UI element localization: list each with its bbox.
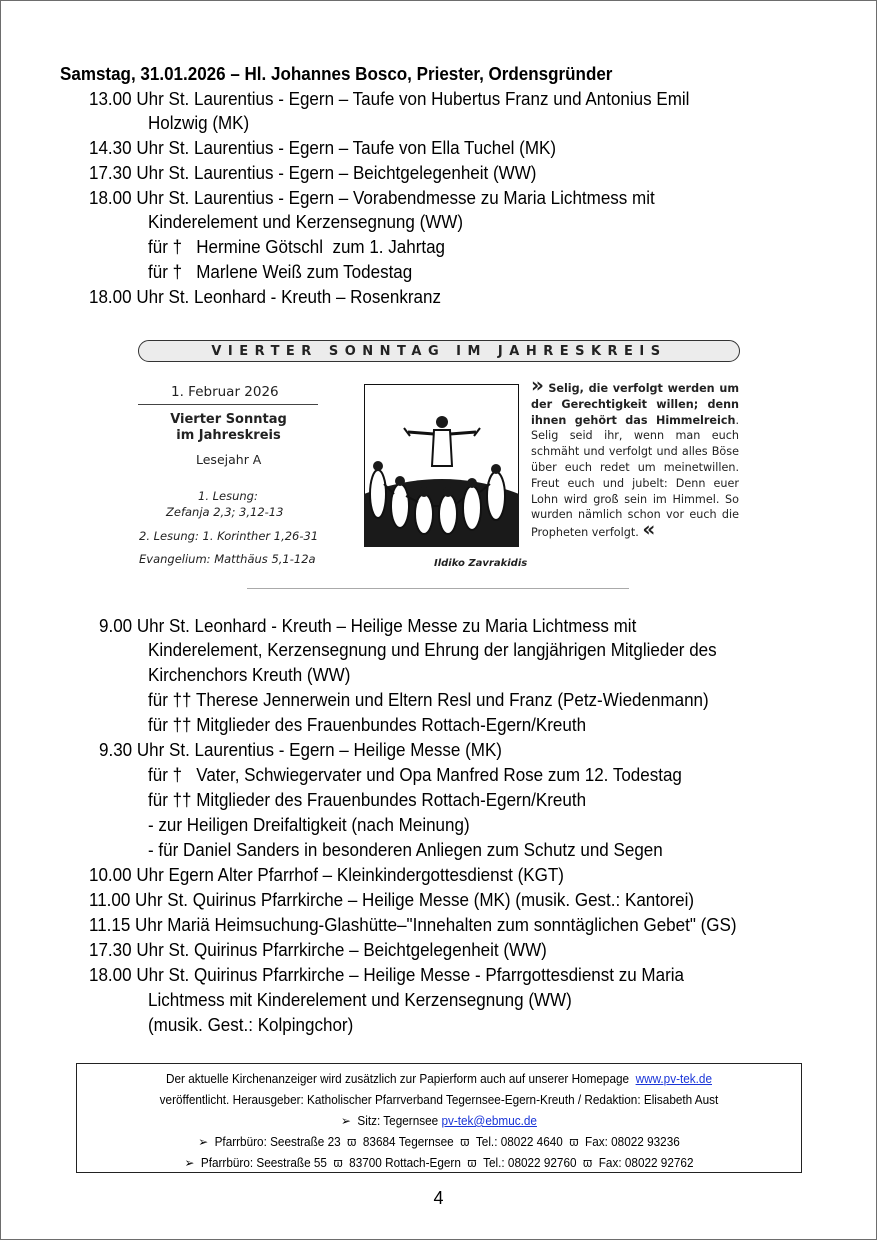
intention-line: für † Vater, Schwiegervater und Opa Manfred Rose zum 12. Todestag bbox=[148, 764, 682, 785]
homepage-link[interactable]: www.pv-tek.de bbox=[635, 1072, 712, 1086]
intention-line: für † Marlene Weiß zum Todestag bbox=[148, 261, 413, 282]
schedule-line: 18.00 Uhr St. Leonhard - Kreuth – Rosenkranz bbox=[89, 286, 441, 307]
banner-title: VIERTER SONNTAG IM JAHRESKREIS bbox=[211, 343, 667, 359]
card-sunday-title: Vierter Sonntag im Jahreskreis bbox=[170, 412, 287, 443]
schedule-line: Kirchenchors Kreuth (WW) bbox=[148, 664, 351, 685]
schedule-line: 18.00 Uhr St. Quirinus Pfarrkirche – Heilige Messe - Pfarrgottesdienst zu Maria bbox=[89, 964, 684, 985]
quote-rest: . Selig seid ihr, wenn man euch schmäht und verfolgt und alles Böse über euch redet um meinetwillen. Freut euch und jubelt: Denn euer Lohn wird groß sein im Himmel. So wurden nämlich schon vor euch die Propheten verfolgt. bbox=[531, 413, 739, 540]
schedule-line: Kinderelement und Kerzensegnung (WW) bbox=[148, 211, 464, 232]
card-divider bbox=[138, 404, 318, 405]
intention-line: für †† Mitglieder des Frauenbundes Rottach-Egern/Kreuth bbox=[148, 714, 587, 735]
schedule-line: 17.30 Uhr St. Quirinus Pfarrkirche – Beichtgelegenheit (WW) bbox=[89, 939, 547, 960]
quote-open-mark: » bbox=[531, 373, 544, 397]
schedule-line: (musik. Gest.: Kolpingchor) bbox=[148, 1014, 354, 1035]
saturday-heading: Samstag, 31.01.2026 – Hl. Johannes Bosco, Priester, Ordensgründer bbox=[60, 63, 613, 84]
schedule-line: 11.15 Uhr Mariä Heimsuchung-Glashütte–"Innehalten zum sonntäglichen Gebet" (GS) bbox=[89, 914, 737, 935]
quote-close-mark: « bbox=[642, 517, 656, 542]
card-date: 1. Februar 2026 bbox=[171, 384, 279, 400]
intention-line: - zur Heiligen Dreifaltigkeit (nach Meinung) bbox=[148, 814, 470, 835]
schedule-line: 10.00 Uhr Egern Alter Pfarrhof – Kleinkindergottesdienst (KGT) bbox=[89, 864, 564, 885]
email-link[interactable]: pv-tek@ebmuc.de bbox=[441, 1114, 537, 1128]
footer-seat-text: ➢ Sitz: Tegernsee bbox=[341, 1114, 442, 1128]
intention-line: - für Daniel Sanders in besonderen Anliegen zum Schutz und Segen bbox=[148, 839, 663, 860]
footer-line-1 bbox=[99, 1069, 780, 1090]
sunday-banner bbox=[138, 340, 740, 362]
footer-line-2: veröffentlicht. Herausgeber: Katholischer Pfarrverband Tegernsee-Egern-Kreuth / Redaktion: Elisabeth Aust bbox=[159, 1093, 719, 1107]
footer-line-3 bbox=[99, 1111, 780, 1132]
gospel-ref: Evangelium: Matthäus 5,1-12a bbox=[139, 552, 316, 566]
schedule-line: 14.30 Uhr St. Laurentius - Egern – Taufe von Ella Tuchel (MK) bbox=[89, 137, 557, 158]
beatitudes-woodcut-icon bbox=[364, 384, 519, 547]
footer-info-box bbox=[76, 1063, 802, 1173]
schedule-line: Lichtmess mit Kinderelement und Kerzensegnung (WW) bbox=[148, 989, 572, 1010]
reading1-label: 1. Lesung: bbox=[198, 489, 258, 503]
footer-line-4: ➢ Pfarrbüro: Seestraße 23 ϖ 83684 Tegernsee ϖ Tel.: 08022 4640 ϖ Fax: 08022 93236 bbox=[198, 1135, 680, 1149]
footer-line-5: ➢ Pfarrbüro: Seestraße 55 ϖ 83700 Rottach-Egern ϖ Tel.: 08022 92760 ϖ Fax: 08022 92762 bbox=[184, 1156, 694, 1170]
illustration-artist: Ildiko Zavrakidis bbox=[434, 558, 528, 569]
footer-homepage-text: Der aktuelle Kirchenanzeiger wird zusätzlich zur Papierform auch auf unserer Homepage bbox=[166, 1072, 636, 1086]
card-lesejahr: Lesejahr A bbox=[196, 452, 262, 467]
schedule-line: 9.00 Uhr St. Leonhard - Kreuth – Heilige Messe zu Maria Lichtmess mit bbox=[99, 615, 637, 636]
gospel-quote bbox=[531, 373, 739, 542]
schedule-line: 17.30 Uhr St. Laurentius - Egern – Beichtgelegenheit (WW) bbox=[89, 162, 537, 183]
schedule-line: 11.00 Uhr St. Quirinus Pfarrkirche – Heilige Messe (MK) (musik. Gest.: Kantorei) bbox=[89, 889, 695, 910]
intention-line: für †† Mitglieder des Frauenbundes Rottach-Egern/Kreuth bbox=[148, 789, 587, 810]
card-bottom-rule bbox=[247, 588, 629, 589]
schedule-line: 9.30 Uhr St. Laurentius - Egern – Heilige Messe (MK) bbox=[99, 739, 502, 760]
page-number: 4 bbox=[433, 1188, 444, 1208]
schedule-line: Holzwig (MK) bbox=[148, 112, 250, 133]
reading2-ref: 2. Lesung: 1. Korinther 1,26-31 bbox=[139, 529, 319, 543]
reading1-ref: Zefanja 2,3; 3,12-13 bbox=[166, 505, 284, 519]
intention-line: für †† Therese Jennerwein und Eltern Resl und Franz (Petz-Wiedenmann) bbox=[148, 689, 709, 710]
schedule-line: 18.00 Uhr St. Laurentius - Egern – Vorabendmesse zu Maria Lichtmess mit bbox=[89, 187, 655, 208]
intention-line: für † Hermine Götschl zum 1. Jahrtag bbox=[148, 236, 446, 257]
quote-bold-part: Selig, die verfolgt werden um der Gerechtigkeit willen; denn ihnen gehört das Himmelreich bbox=[531, 382, 739, 427]
schedule-line: Kinderelement, Kerzensegnung und Ehrung der langjährigen Mitglieder des bbox=[148, 639, 717, 660]
schedule-line: 13.00 Uhr St. Laurentius - Egern – Taufe von Hubertus Franz und Antonius Emil bbox=[89, 88, 690, 109]
